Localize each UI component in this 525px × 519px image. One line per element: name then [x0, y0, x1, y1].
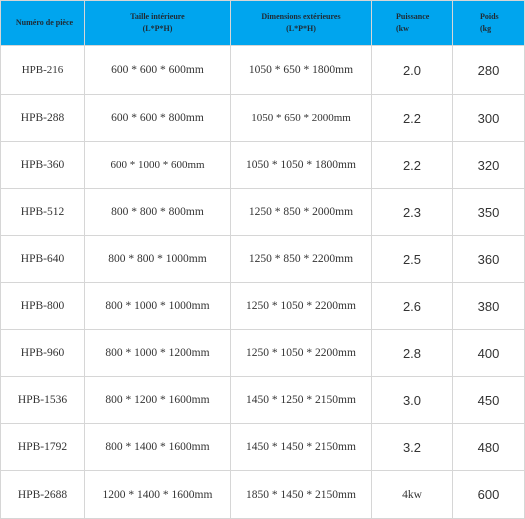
cell-power: 2.0: [372, 46, 453, 95]
cell-inner-size: 800 * 1200 * 1600mm: [85, 377, 231, 424]
cell-weight: 600: [453, 471, 525, 519]
cell-part-number: HPB-640: [1, 236, 85, 283]
header-power-line2: (kw: [396, 24, 409, 33]
cell-outer-dimensions: 1050 * 650 * 1800mm: [231, 46, 372, 95]
cell-inner-size: 800 * 800 * 1000mm: [85, 236, 231, 283]
table-row: [1, 236, 525, 283]
cell-inner-size: 800 * 1000 * 1200mm: [85, 330, 231, 377]
cell-part-number: HPB-288: [1, 95, 85, 142]
table-row: [1, 471, 525, 519]
header-weight: [453, 1, 525, 46]
cell-weight: 350: [453, 189, 525, 236]
table-row: [1, 330, 525, 377]
cell-outer-dimensions: 1450 * 1450 * 2150mm: [231, 424, 372, 471]
table-row: [1, 283, 525, 330]
cell-power: 4kw: [372, 471, 453, 519]
table-row: [1, 424, 525, 471]
cell-part-number: HPB-1536: [1, 377, 85, 424]
header-part-number-text: Numéro de pièce: [15, 18, 74, 27]
header-power: [372, 1, 453, 46]
table-row: [1, 46, 525, 95]
cell-inner-size: 600 * 600 * 600mm: [85, 46, 231, 95]
table-row: [1, 377, 525, 424]
cell-part-number: HPB-1792: [1, 424, 85, 471]
cell-outer-dimensions: 1850 * 1450 * 2150mm: [231, 471, 372, 519]
cell-inner-size: 800 * 1000 * 1000mm: [85, 283, 231, 330]
table-row: [1, 95, 525, 142]
cell-part-number: HPB-800: [1, 283, 85, 330]
cell-part-number: HPB-360: [1, 142, 85, 189]
cell-power: 3.2: [372, 424, 453, 471]
cell-weight: 280: [453, 46, 525, 95]
cell-part-number: HPB-960: [1, 330, 85, 377]
header-weight-line2: (kg: [480, 24, 492, 33]
cell-inner-size: 600 * 600 * 800mm: [85, 95, 231, 142]
header-weight-line1: Poids: [480, 12, 499, 21]
cell-outer-dimensions: 1250 * 1050 * 2200mm: [231, 330, 372, 377]
cell-power: 2.5: [372, 236, 453, 283]
cell-outer-dimensions: 1250 * 1050 * 2200mm: [231, 283, 372, 330]
cell-weight: 360: [453, 236, 525, 283]
header-inner-size-line2: (L*P*H): [142, 24, 173, 33]
cell-weight: 380: [453, 283, 525, 330]
cell-power: 2.3: [372, 189, 453, 236]
table-row: [1, 142, 525, 189]
cell-weight: 480: [453, 424, 525, 471]
table-row: [1, 189, 525, 236]
cell-power: 3.0: [372, 377, 453, 424]
cell-part-number: HPB-2688: [1, 471, 85, 519]
cell-power: 2.2: [372, 142, 453, 189]
cell-power: 2.8: [372, 330, 453, 377]
cell-inner-size: 600 * 1000 * 600mm: [85, 142, 231, 189]
header-power-line1: Puissance: [396, 12, 430, 21]
cell-power: 2.6: [372, 283, 453, 330]
header-outer-dimensions-line2: (L*P*H): [286, 24, 316, 33]
cell-outer-dimensions: 1250 * 850 * 2200mm: [231, 236, 372, 283]
cell-part-number: HPB-512: [1, 189, 85, 236]
cell-inner-size: 1200 * 1400 * 1600mm: [85, 471, 231, 519]
cell-weight: 400: [453, 330, 525, 377]
cell-weight: 450: [453, 377, 525, 424]
cell-inner-size: 800 * 800 * 800mm: [85, 189, 231, 236]
header-row: [1, 1, 525, 46]
header-outer-dimensions-line1: Dimensions extérieures: [261, 12, 341, 21]
header-outer-dimensions: [231, 1, 372, 46]
cell-outer-dimensions: 1050 * 1050 * 1800mm: [231, 142, 372, 189]
cell-part-number: HPB-216: [1, 46, 85, 95]
cell-outer-dimensions: 1050 * 650 * 2000mm: [231, 95, 372, 142]
cell-weight: 300: [453, 95, 525, 142]
cell-weight: 320: [453, 142, 525, 189]
header-part-number: [1, 1, 85, 46]
header-inner-size: [85, 1, 231, 46]
cell-power: 2.2: [372, 95, 453, 142]
header-inner-size-line1: Taille intérieure: [130, 12, 185, 21]
cell-outer-dimensions: 1250 * 850 * 2000mm: [231, 189, 372, 236]
cell-outer-dimensions: 1450 * 1250 * 2150mm: [231, 377, 372, 424]
cell-inner-size: 800 * 1400 * 1600mm: [85, 424, 231, 471]
